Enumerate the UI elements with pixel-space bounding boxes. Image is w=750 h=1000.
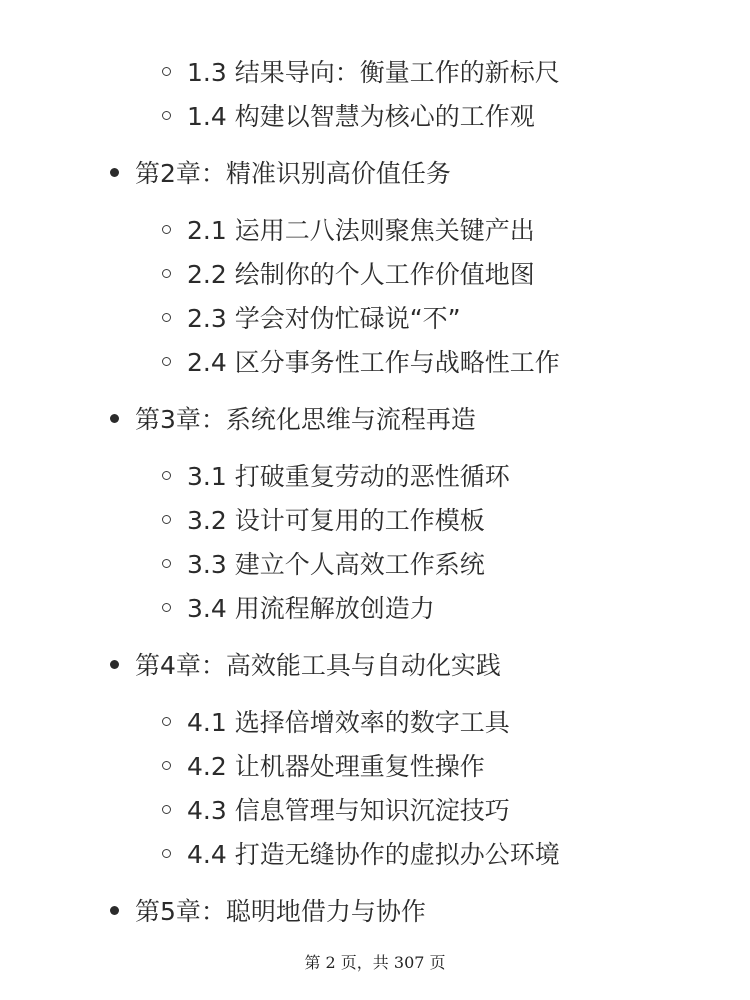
hollow-bullet-icon xyxy=(162,357,171,366)
toc-item-text: 第3章：系统化思维与流程再造 xyxy=(135,405,476,434)
toc-subsection-4-2 xyxy=(162,747,485,783)
toc-subsection-4-1 xyxy=(162,703,510,739)
hollow-bullet-icon xyxy=(162,67,171,76)
toc-chapter-4 xyxy=(110,646,501,682)
hollow-bullet-icon xyxy=(162,717,171,726)
toc-item-text: 2.2 绘制你的个人工作价值地图 xyxy=(187,260,535,289)
hollow-bullet-icon xyxy=(162,849,171,858)
toc-item-text: 第2章：精准识别高价值任务 xyxy=(135,159,451,188)
hollow-bullet-icon xyxy=(162,515,171,524)
hollow-bullet-icon xyxy=(162,471,171,480)
toc-item-text: 2.4 区分事务性工作与战略性工作 xyxy=(187,348,560,377)
toc-item-text: 1.4 构建以智慧为核心的工作观 xyxy=(187,102,535,131)
hollow-bullet-icon xyxy=(162,269,171,278)
solid-bullet-icon xyxy=(110,168,119,177)
toc-item-text: 4.4 打造无缝协作的虚拟办公环境 xyxy=(187,840,560,869)
toc-item-text: 3.4 用流程解放创造力 xyxy=(187,594,435,623)
toc-item-text: 第4章：高效能工具与自动化实践 xyxy=(135,651,501,680)
toc-chapter-5 xyxy=(110,892,426,928)
toc-subsection-1-4 xyxy=(162,97,535,133)
toc-subsection-3-4 xyxy=(162,589,435,625)
toc-subsection-4-3 xyxy=(162,791,510,827)
toc-subsection-2-4 xyxy=(162,343,560,379)
toc-item-text: 3.3 建立个人高效工作系统 xyxy=(187,550,485,579)
hollow-bullet-icon xyxy=(162,111,171,120)
toc-subsection-2-1 xyxy=(162,211,535,247)
toc-subsection-1-3 xyxy=(162,53,560,89)
toc-item-text: 2.3 学会对伪忙碌说“不” xyxy=(187,304,461,333)
hollow-bullet-icon xyxy=(162,805,171,814)
solid-bullet-icon xyxy=(110,660,119,669)
hollow-bullet-icon xyxy=(162,603,171,612)
toc-item-text: 2.1 运用二八法则聚焦关键产出 xyxy=(187,216,535,245)
toc-item-text: 3.2 设计可复用的工作模板 xyxy=(187,506,485,535)
toc-item-text: 3.1 打破重复劳动的恶性循环 xyxy=(187,462,510,491)
toc-subsection-2-2 xyxy=(162,255,535,291)
toc-subsection-3-1 xyxy=(162,457,510,493)
toc-subsection-2-3 xyxy=(162,299,461,335)
toc-subsection-3-2 xyxy=(162,501,485,537)
toc-item-text: 1.3 结果导向：衡量工作的新标尺 xyxy=(187,58,560,87)
toc-item-text: 第5章：聪明地借力与协作 xyxy=(135,897,426,926)
hollow-bullet-icon xyxy=(162,225,171,234)
hollow-bullet-icon xyxy=(162,559,171,568)
toc-item-text: 4.1 选择倍增效率的数字工具 xyxy=(187,708,510,737)
toc-item-text: 4.2 让机器处理重复性操作 xyxy=(187,752,485,781)
solid-bullet-icon xyxy=(110,414,119,423)
toc-chapter-3 xyxy=(110,400,476,436)
toc-item-text: 4.3 信息管理与知识沉淀技巧 xyxy=(187,796,510,825)
toc-subsection-3-3 xyxy=(162,545,485,581)
toc-subsection-4-4 xyxy=(162,835,560,871)
hollow-bullet-icon xyxy=(162,313,171,322)
page-number-footer: 第 2 页，共 307 页 xyxy=(304,953,446,972)
hollow-bullet-icon xyxy=(162,761,171,770)
toc-chapter-2 xyxy=(110,154,451,190)
solid-bullet-icon xyxy=(110,906,119,915)
